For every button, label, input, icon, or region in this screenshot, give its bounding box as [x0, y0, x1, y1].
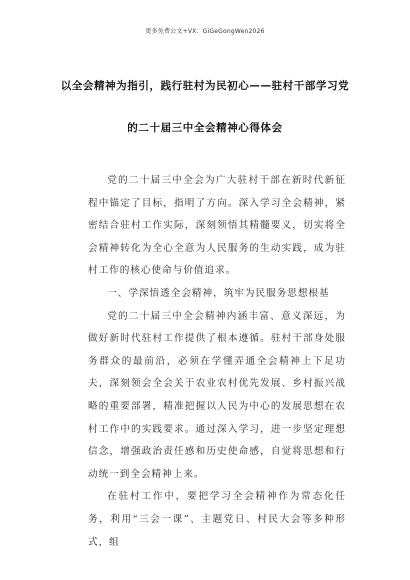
paragraph-section-1-cont: 在驻村工作中，要把学习全会精神作为常态化任务，利用“三会一课”、主题党日、村民大会等多种形式，组 — [88, 491, 346, 548]
paragraph-intro: 党的二十届三中全会为广大驻村干部在新时代新征程中锚定了目标，指明了方向。深入学习全会精神，紧密结合驻村工作实际，深刻领悟其精髓要义，切实将全会精神转化为全心全意为人民服务的生动实践，成为驻村工作的核心使命与价值追求。 — [88, 175, 346, 277]
paragraph-section-1: 党的二十届三中全会精神内涵丰富、意义深远，为做好新时代驻村工作提供了根本遵循。驻村干部身处服务群众的最前沿，必须在学懂弄通全会精神上下足功夫，深刻领会全会关于农业农村优先发展、乡村振兴战略的重要部署，精准把握以人民为中心的发展思想在农村工作中的实践要求。通过深入学习，进一步坚定理想信念，增强政治责任感和历史使命感，自觉将思想和行动统一到全会精神上来。 — [88, 310, 346, 480]
header-note: 更多免费公文+VX：GiGeGongWen2026 — [145, 28, 265, 35]
section-heading-1: 一、学深悟透全会精神，筑牢为民服务思想根基 — [107, 287, 330, 299]
document-title-line-1: 以全会精神为指引，践行驻村为民初心——驻村干部学习党 — [60, 80, 350, 92]
document-title-line-2: 的二十届三中全会精神心得体会 — [127, 122, 283, 134]
document-body — [88, 170, 346, 554]
